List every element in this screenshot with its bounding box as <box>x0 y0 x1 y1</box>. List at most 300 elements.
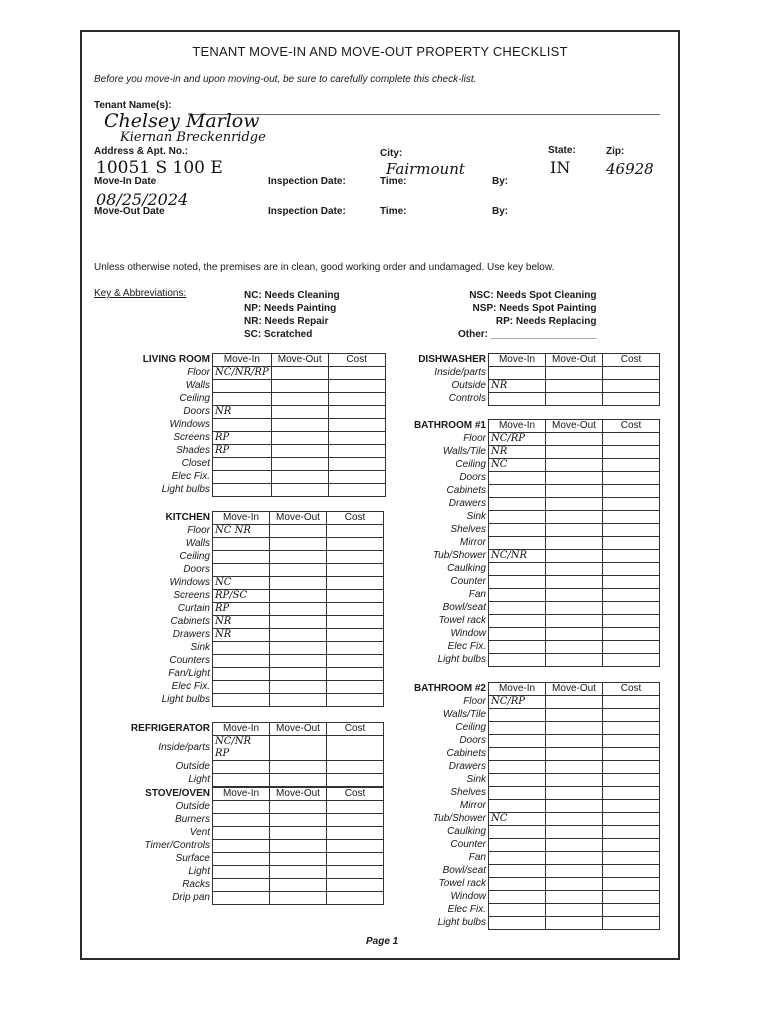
move-in-cell[interactable] <box>213 879 270 892</box>
item-label: Drawers <box>448 761 486 772</box>
cost-cell[interactable] <box>328 393 385 406</box>
move-out-cell[interactable] <box>270 774 327 787</box>
move-in-cell[interactable] <box>213 484 272 497</box>
item-label: Walls/Tile <box>442 446 486 457</box>
move-in-cell[interactable] <box>213 774 270 787</box>
move-in-cell[interactable] <box>489 709 546 722</box>
tenant-names-label: Tenant Name(s): <box>94 100 172 111</box>
cost-cell[interactable] <box>327 801 384 814</box>
cost-cell[interactable] <box>603 367 660 380</box>
item-label: Screens <box>173 432 210 443</box>
cost-cell[interactable] <box>327 827 384 840</box>
move-out-cell[interactable] <box>546 485 603 498</box>
item-label: Doors <box>459 735 486 746</box>
move-out-cell[interactable] <box>546 602 603 615</box>
move-out-cell[interactable] <box>270 603 327 616</box>
cost-cell[interactable] <box>327 736 384 761</box>
move-out-cell[interactable] <box>546 774 603 787</box>
move-in-cell[interactable] <box>489 563 546 576</box>
cost-header: Cost <box>327 788 384 801</box>
cost-header: Cost <box>603 420 660 433</box>
cost-cell[interactable] <box>603 696 660 709</box>
cost-cell[interactable] <box>603 826 660 839</box>
move-out-cell[interactable] <box>546 761 603 774</box>
page-number: Page 1 <box>366 936 399 947</box>
move-out-cell[interactable] <box>546 826 603 839</box>
move-in-cell[interactable]: NR <box>489 446 546 459</box>
move-in-cell[interactable]: RP/SC <box>213 590 270 603</box>
move-in-cell[interactable] <box>213 471 272 484</box>
move-in-cell[interactable] <box>489 615 546 628</box>
move-out-cell[interactable] <box>270 655 327 668</box>
item-label: Window <box>450 891 486 902</box>
cost-cell[interactable] <box>603 537 660 550</box>
cost-cell[interactable] <box>603 576 660 589</box>
table-row <box>124 406 385 419</box>
cost-cell[interactable] <box>328 471 385 484</box>
move-in-cell[interactable] <box>489 628 546 641</box>
table-row <box>400 696 660 709</box>
move-out-cell[interactable] <box>546 628 603 641</box>
move-in-cell[interactable] <box>489 748 546 761</box>
cost-cell[interactable] <box>603 628 660 641</box>
cost-cell[interactable] <box>603 380 660 393</box>
cost-cell[interactable] <box>328 432 385 445</box>
cost-cell[interactable] <box>603 891 660 904</box>
move-in-cell[interactable] <box>213 668 270 681</box>
move-out-cell[interactable] <box>546 589 603 602</box>
move-in-cell[interactable] <box>489 641 546 654</box>
item-label: Light <box>188 866 210 877</box>
table-row <box>124 827 384 840</box>
move-in-cell[interactable]: NR <box>213 629 270 642</box>
table-row <box>124 380 385 393</box>
cost-cell[interactable] <box>327 853 384 866</box>
move-in-cell[interactable]: NR <box>489 380 546 393</box>
cost-cell[interactable] <box>327 551 384 564</box>
move-out-cell[interactable] <box>546 654 603 667</box>
key-left-list <box>244 289 340 341</box>
move-in-cell[interactable] <box>213 655 270 668</box>
item-label: Ceiling <box>455 722 486 733</box>
move-out-cell[interactable] <box>271 445 328 458</box>
move-in-cell[interactable] <box>489 878 546 891</box>
dishwasher-title: DISHWASHER <box>418 354 486 365</box>
move-out-cell[interactable] <box>270 879 327 892</box>
move-out-cell[interactable] <box>270 616 327 629</box>
move-out-cell[interactable] <box>270 577 327 590</box>
state-value: IN <box>550 158 571 177</box>
move-in-cell[interactable] <box>489 826 546 839</box>
move-in-cell[interactable] <box>213 393 272 406</box>
item-label: Walls/Tile <box>442 709 486 720</box>
move-in-cell[interactable] <box>213 564 270 577</box>
move-out-cell[interactable] <box>271 432 328 445</box>
move-out-cell[interactable] <box>546 380 603 393</box>
cost-cell[interactable] <box>603 485 660 498</box>
cost-cell[interactable] <box>327 814 384 827</box>
item-label: Elec Fix. <box>171 471 210 482</box>
item-label: Tub/Shower <box>432 813 486 824</box>
table-row <box>400 904 660 917</box>
move-in-cell[interactable] <box>213 551 270 564</box>
table-row <box>400 524 660 537</box>
move-out-cell[interactable] <box>270 668 327 681</box>
cost-cell[interactable] <box>603 602 660 615</box>
move-out-cell[interactable] <box>271 380 328 393</box>
move-in-cell[interactable] <box>213 642 270 655</box>
move-out-cell[interactable] <box>546 459 603 472</box>
cost-cell[interactable] <box>603 589 660 602</box>
move-out-cell[interactable] <box>546 709 603 722</box>
table-row <box>400 537 660 550</box>
move-in-cell[interactable]: NC/NR RP <box>213 736 270 761</box>
move-out-cell[interactable] <box>546 472 603 485</box>
item-label: Cabinets <box>446 748 486 759</box>
cost-cell[interactable] <box>603 839 660 852</box>
cost-cell[interactable] <box>603 722 660 735</box>
item-label: Inside/parts <box>434 367 486 378</box>
cost-cell[interactable] <box>603 472 660 485</box>
move-in-cell[interactable] <box>213 681 270 694</box>
cost-cell[interactable] <box>327 616 384 629</box>
cost-cell[interactable] <box>603 904 660 917</box>
cost-cell[interactable] <box>603 615 660 628</box>
cost-cell[interactable] <box>327 892 384 905</box>
move-out-cell[interactable] <box>546 735 603 748</box>
cost-cell[interactable] <box>328 484 385 497</box>
item-label: Inside/parts <box>158 742 210 753</box>
move-in-cell[interactable]: NC/NR/RP <box>213 367 272 380</box>
move-out-cell[interactable] <box>546 524 603 537</box>
move-out-cell[interactable] <box>546 393 603 406</box>
cost-cell[interactable] <box>603 787 660 800</box>
table-row <box>400 615 660 628</box>
table-row <box>400 722 660 735</box>
move-out-cell[interactable] <box>270 551 327 564</box>
table-row <box>400 813 660 826</box>
move-in-cell[interactable] <box>489 904 546 917</box>
move-out-cell[interactable] <box>546 917 603 930</box>
cost-cell[interactable] <box>603 498 660 511</box>
move-out-cell[interactable] <box>270 801 327 814</box>
cost-cell[interactable] <box>327 840 384 853</box>
move-out-cell[interactable] <box>270 538 327 551</box>
move-out-cell[interactable] <box>271 419 328 432</box>
cost-cell[interactable] <box>327 577 384 590</box>
move-in-cell[interactable] <box>489 511 546 524</box>
move-in-cell[interactable] <box>489 485 546 498</box>
move-in-cell[interactable] <box>489 393 546 406</box>
table-row <box>400 735 660 748</box>
move-in-cell[interactable] <box>213 801 270 814</box>
cost-cell[interactable] <box>603 654 660 667</box>
cost-cell[interactable] <box>603 446 660 459</box>
table-row <box>400 563 660 576</box>
cost-cell[interactable] <box>327 694 384 707</box>
key-rp: RP: Needs Replacing <box>495 316 597 327</box>
move-in-cell[interactable] <box>213 840 270 853</box>
item-label: Elec Fix. <box>447 641 486 652</box>
cost-cell[interactable] <box>327 603 384 616</box>
move-in-cell[interactable] <box>489 761 546 774</box>
cost-cell[interactable] <box>603 852 660 865</box>
move-in-cell[interactable]: NR <box>213 406 272 419</box>
move-out-cell[interactable] <box>270 827 327 840</box>
cost-cell[interactable] <box>327 761 384 774</box>
move-out-cell[interactable] <box>546 748 603 761</box>
move-out-cell[interactable] <box>271 458 328 471</box>
move-in-cell[interactable] <box>213 458 272 471</box>
move-in-cell[interactable]: RP <box>213 603 270 616</box>
move-out-cell[interactable] <box>546 550 603 563</box>
cost-cell[interactable] <box>603 393 660 406</box>
cost-cell[interactable] <box>603 550 660 563</box>
cost-cell[interactable] <box>603 813 660 826</box>
move-in-header: Move-In <box>213 354 272 367</box>
move-in-cell[interactable]: RP <box>213 445 272 458</box>
move-out-cell[interactable] <box>270 629 327 642</box>
move-in-cell[interactable] <box>213 892 270 905</box>
move-in-cell[interactable] <box>489 602 546 615</box>
table-row <box>124 774 384 787</box>
table-row <box>124 564 384 577</box>
by-label: By: <box>492 176 509 187</box>
move-in-cell[interactable]: NC <box>489 459 546 472</box>
cost-cell[interactable] <box>603 735 660 748</box>
move-out-cell[interactable] <box>546 722 603 735</box>
move-out-cell[interactable] <box>546 446 603 459</box>
move-in-cell[interactable] <box>213 866 270 879</box>
cost-cell[interactable] <box>327 538 384 551</box>
table-row <box>124 879 384 892</box>
move-out-cell[interactable] <box>546 865 603 878</box>
zip-label: Zip: <box>606 146 625 157</box>
move-in-cell[interactable]: NC/RP <box>489 433 546 446</box>
cost-cell[interactable] <box>327 642 384 655</box>
move-out-cell[interactable] <box>270 525 327 538</box>
move-in-cell[interactable] <box>489 472 546 485</box>
item-label: Ceiling <box>455 459 486 470</box>
item-label: Sink <box>466 774 486 785</box>
cost-cell[interactable] <box>327 525 384 538</box>
move-out-cell[interactable] <box>270 590 327 603</box>
cost-cell[interactable] <box>603 563 660 576</box>
move-out-cell[interactable] <box>271 393 328 406</box>
cost-cell[interactable] <box>603 774 660 787</box>
move-out-cell[interactable] <box>270 564 327 577</box>
kitchen-table <box>124 511 384 707</box>
cost-cell[interactable] <box>603 800 660 813</box>
cost-cell[interactable] <box>603 917 660 930</box>
cost-cell[interactable] <box>327 629 384 642</box>
cost-cell[interactable] <box>328 445 385 458</box>
item-label: Ceiling <box>179 393 210 404</box>
item-label: Light bulbs <box>161 694 210 705</box>
cost-cell[interactable] <box>327 681 384 694</box>
move-out-cell[interactable] <box>271 471 328 484</box>
move-in-cell[interactable] <box>489 865 546 878</box>
move-in-cell[interactable]: NC/RP <box>489 696 546 709</box>
move-out-cell[interactable] <box>546 433 603 446</box>
move-in-cell[interactable]: NC <box>489 813 546 826</box>
address-value: 10051 S 100 E <box>96 158 223 178</box>
table-row <box>124 445 385 458</box>
item-label: Fan/Light <box>168 668 210 679</box>
item-label: Cabinets <box>446 485 486 496</box>
move-in-cell[interactable] <box>489 917 546 930</box>
table-row <box>400 654 660 667</box>
move-in-cell[interactable] <box>489 498 546 511</box>
cost-cell[interactable] <box>327 564 384 577</box>
table-row <box>124 681 384 694</box>
item-label: Floor <box>187 525 210 536</box>
cost-cell[interactable] <box>603 748 660 761</box>
move-out-cell[interactable] <box>270 761 327 774</box>
cost-cell[interactable] <box>603 761 660 774</box>
cost-cell[interactable] <box>603 709 660 722</box>
move-in-cell[interactable]: RP <box>213 432 272 445</box>
move-in-cell[interactable]: NC <box>213 577 270 590</box>
item-label: Mirror <box>459 537 486 548</box>
move-in-cell[interactable] <box>213 761 270 774</box>
move-in-cell[interactable] <box>489 537 546 550</box>
move-out-cell[interactable] <box>546 891 603 904</box>
move-out-cell[interactable] <box>271 406 328 419</box>
table-row <box>400 852 660 865</box>
move-out-cell[interactable] <box>270 892 327 905</box>
move-in-cell[interactable] <box>489 787 546 800</box>
zip-value: 46928 <box>606 160 654 178</box>
cost-header: Cost <box>603 354 660 367</box>
move-out-cell[interactable] <box>270 840 327 853</box>
move-in-cell[interactable] <box>213 694 270 707</box>
city-value: Fairmount <box>386 160 465 178</box>
move-in-cell[interactable] <box>213 380 272 393</box>
move-out-cell[interactable] <box>271 367 328 380</box>
cost-cell[interactable] <box>327 879 384 892</box>
item-label: Elec Fix. <box>447 904 486 915</box>
cost-cell[interactable] <box>328 380 385 393</box>
move-in-cell[interactable] <box>489 800 546 813</box>
move-in-cell[interactable]: NC NR <box>213 525 270 538</box>
cost-cell[interactable] <box>603 878 660 891</box>
cost-cell[interactable] <box>327 590 384 603</box>
move-in-cell[interactable] <box>489 722 546 735</box>
cost-cell[interactable] <box>327 655 384 668</box>
time-label-2: Time: <box>380 206 407 217</box>
move-in-cell[interactable] <box>489 576 546 589</box>
move-out-cell[interactable] <box>546 498 603 511</box>
move-out-cell[interactable] <box>546 787 603 800</box>
address-label: Address & Apt. No.: <box>94 146 189 157</box>
move-in-cell[interactable] <box>489 852 546 865</box>
move-out-cell[interactable] <box>546 367 603 380</box>
move-in-cell[interactable]: NR <box>213 616 270 629</box>
cost-cell[interactable] <box>603 524 660 537</box>
table-row <box>124 525 384 538</box>
cost-cell[interactable] <box>603 433 660 446</box>
item-label: Sink <box>466 511 486 522</box>
move-out-cell[interactable] <box>270 681 327 694</box>
move-out-cell[interactable] <box>546 813 603 826</box>
move-out-cell[interactable] <box>546 839 603 852</box>
move-out-cell[interactable] <box>270 642 327 655</box>
cost-cell[interactable] <box>328 419 385 432</box>
cost-cell[interactable] <box>327 866 384 879</box>
move-out-cell[interactable] <box>270 694 327 707</box>
cost-cell[interactable] <box>328 458 385 471</box>
table-row <box>400 839 660 852</box>
move-out-cell[interactable] <box>270 736 327 761</box>
move-out-cell[interactable] <box>546 852 603 865</box>
move-in-cell[interactable] <box>213 827 270 840</box>
cost-cell[interactable] <box>603 865 660 878</box>
move-out-cell[interactable] <box>546 537 603 550</box>
move-out-cell[interactable] <box>546 878 603 891</box>
cost-cell[interactable] <box>328 406 385 419</box>
move-in-cell[interactable] <box>489 891 546 904</box>
item-label: Caulking <box>447 563 486 574</box>
cost-cell[interactable] <box>327 774 384 787</box>
move-in-cell[interactable] <box>489 367 546 380</box>
form-title: TENANT MOVE-IN AND MOVE-OUT PROPERTY CHECKLIST <box>192 44 568 59</box>
inspection-date-label: Inspection Date: <box>268 176 346 187</box>
move-out-cell[interactable] <box>546 641 603 654</box>
living-room-table <box>124 353 386 497</box>
move-out-cell[interactable] <box>546 904 603 917</box>
move-in-date-label: Move-In Date <box>94 176 157 187</box>
cost-cell[interactable] <box>328 367 385 380</box>
cost-header: Cost <box>328 354 385 367</box>
item-label: Walls <box>185 538 210 549</box>
kitchen-header-row <box>124 512 384 525</box>
dishwasher-header-row <box>400 354 660 367</box>
cost-cell[interactable] <box>603 459 660 472</box>
item-label: Drawers <box>172 629 210 640</box>
cost-cell[interactable] <box>603 511 660 524</box>
move-out-cell[interactable] <box>546 696 603 709</box>
table-row <box>400 550 660 563</box>
move-out-cell[interactable] <box>546 800 603 813</box>
move-in-cell[interactable] <box>213 853 270 866</box>
item-label: Elec Fix. <box>171 681 210 692</box>
cost-cell[interactable] <box>327 668 384 681</box>
move-out-cell[interactable] <box>270 814 327 827</box>
move-in-cell[interactable] <box>213 419 272 432</box>
move-in-cell[interactable] <box>489 735 546 748</box>
move-in-cell[interactable]: NC/NR <box>489 550 546 563</box>
move-in-header: Move-In <box>213 723 270 736</box>
move-in-cell[interactable] <box>489 654 546 667</box>
move-in-cell[interactable] <box>213 814 270 827</box>
move-out-cell[interactable] <box>546 563 603 576</box>
move-in-cell[interactable] <box>489 774 546 787</box>
move-out-cell[interactable] <box>270 853 327 866</box>
move-in-cell[interactable] <box>213 538 270 551</box>
move-out-cell[interactable] <box>546 576 603 589</box>
move-in-cell[interactable] <box>489 524 546 537</box>
table-row <box>400 472 660 485</box>
move-in-cell[interactable] <box>489 839 546 852</box>
move-out-cell[interactable] <box>271 484 328 497</box>
table-row <box>124 866 384 879</box>
cost-cell[interactable] <box>603 641 660 654</box>
move-in-cell[interactable] <box>489 589 546 602</box>
move-out-cell[interactable] <box>546 615 603 628</box>
move-out-cell[interactable] <box>270 866 327 879</box>
move-out-cell[interactable] <box>546 511 603 524</box>
